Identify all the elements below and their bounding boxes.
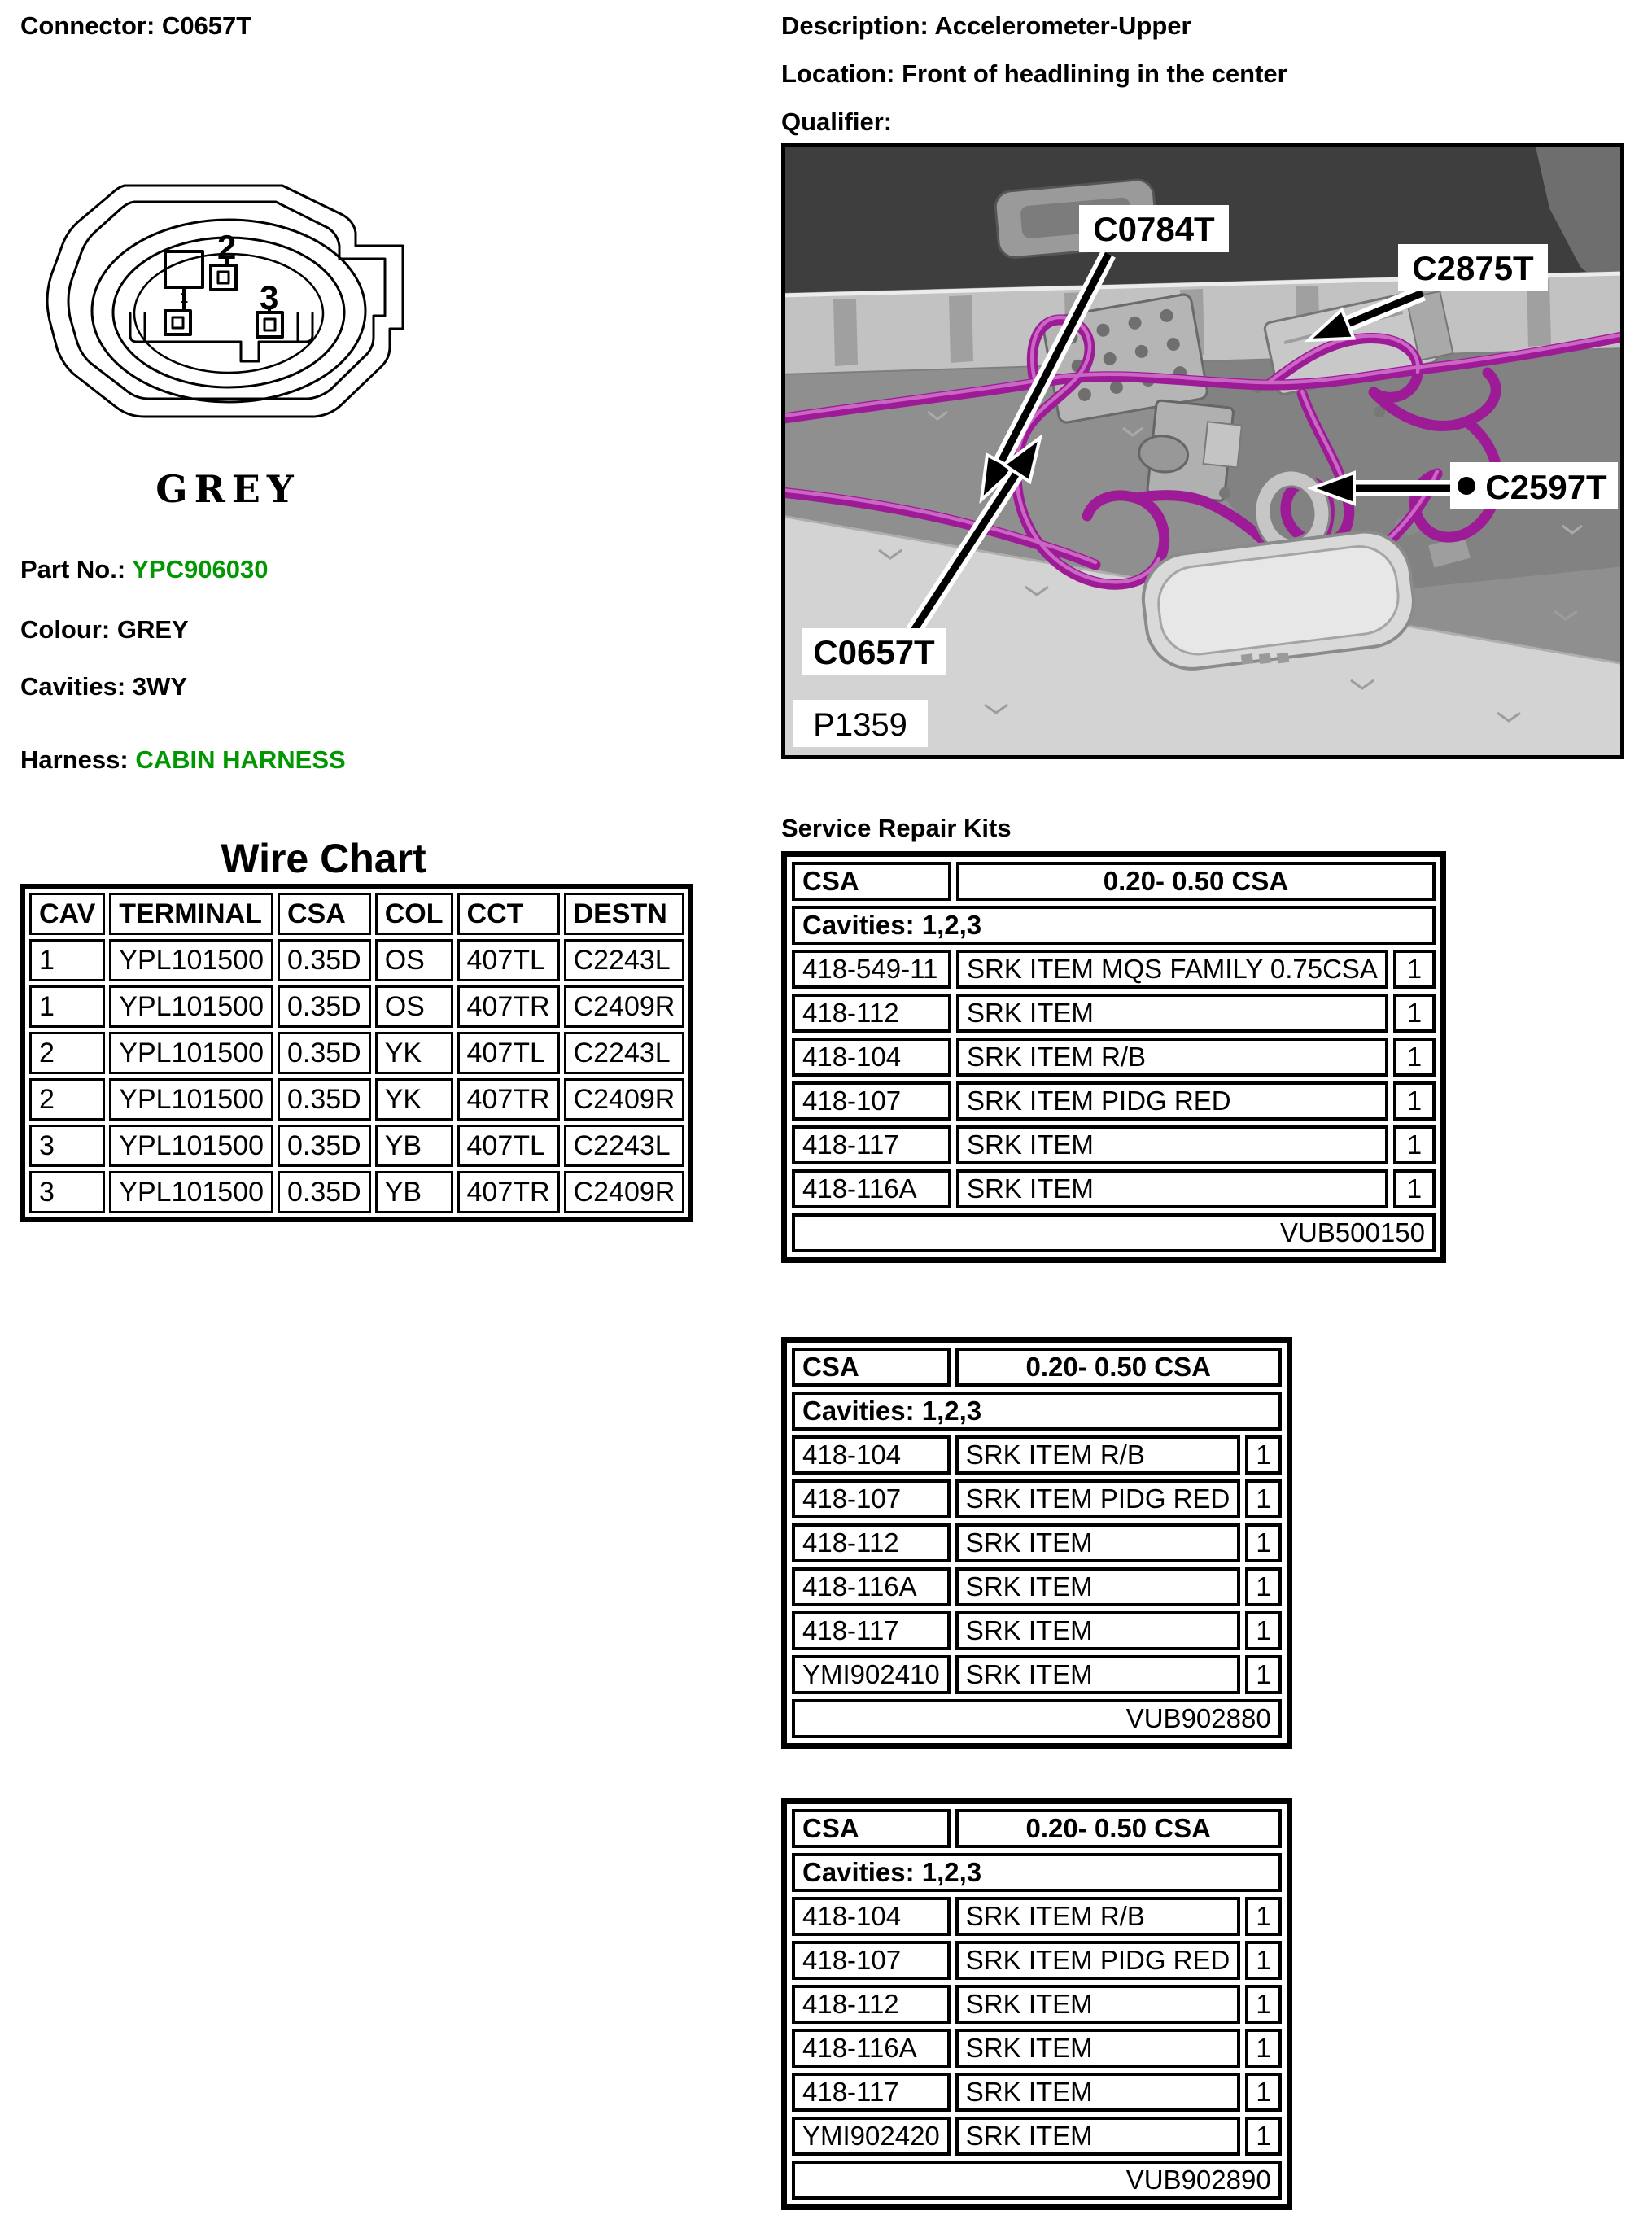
part-no-value: YPC906030	[132, 555, 269, 583]
srk-item-row	[792, 1435, 1282, 1475]
srk-item-row	[792, 1169, 1436, 1208]
pin-1-number: 1	[180, 290, 189, 306]
srk-item-description: SRK ITEM	[955, 2117, 1241, 2156]
srk-table-3	[781, 1798, 1292, 2210]
wire-csa: 0.35D	[278, 1171, 371, 1213]
cavities-value: 3WY	[132, 672, 188, 701]
srk-table-3-body	[792, 1809, 1282, 2156]
srk-item-description: SRK ITEM	[955, 2073, 1241, 2112]
wire-cct: 407TR	[457, 1171, 560, 1213]
wire-destn: C2409R	[564, 985, 685, 1028]
srk-item-row	[792, 1523, 1282, 1562]
srk2-csa-row	[792, 1348, 1282, 1387]
srk3-csa-range: 0.20- 0.50 CSA	[955, 1809, 1282, 1848]
connector-colour-caption: GREY	[155, 467, 300, 511]
srk-item-row	[792, 2029, 1282, 2068]
srk-part-number: 418-549-11	[792, 950, 951, 989]
srk-item-qty: 1	[1245, 1941, 1281, 1980]
wire-row	[29, 939, 684, 981]
srk-table-2-body	[792, 1348, 1282, 1694]
srk-item-qty: 1	[1245, 1897, 1281, 1936]
srk3-csa-row	[792, 1809, 1282, 1848]
wire-terminal: YPL101500	[109, 939, 273, 981]
srk-part-number: 418-117	[792, 1611, 951, 1650]
wire-row	[29, 1125, 684, 1167]
srk-part-number: 418-112	[792, 1985, 951, 2024]
srk-part-number: 418-107	[792, 1479, 951, 1518]
srk1-kit-number: VUB500150	[792, 1213, 1436, 1252]
wire-destn: C2243L	[564, 1125, 685, 1167]
wire-cct: 407TR	[457, 985, 560, 1028]
callout-c0784t: C0784T	[1093, 210, 1215, 248]
wire-destn: C2243L	[564, 939, 685, 981]
wire-row	[29, 1078, 684, 1121]
wire-cct: 407TL	[457, 1032, 560, 1074]
srk2-kit-row	[792, 1699, 1282, 1738]
srk-part-number: 418-112	[792, 994, 951, 1033]
wire-csa: 0.35D	[278, 1032, 371, 1074]
connector-face-diagram	[45, 181, 411, 449]
srk-part-number: 418-117	[792, 2073, 951, 2112]
srk-item-row	[792, 1897, 1282, 1936]
srk-item-qty: 1	[1393, 1169, 1436, 1208]
wire-cct: 407TL	[457, 939, 560, 981]
keying-plate	[130, 313, 312, 361]
srk-heading: Service Repair Kits	[781, 814, 1012, 842]
srk2-csa-range: 0.20- 0.50 CSA	[955, 1348, 1282, 1387]
harness-value: CABIN HARNESS	[135, 745, 346, 774]
wire-cav: 3	[29, 1125, 105, 1167]
srk3-cavities: Cavities: 1,2,3	[792, 1853, 1282, 1892]
srk-item-qty: 1	[1245, 1435, 1281, 1475]
srk2-csa-label: CSA	[792, 1348, 951, 1387]
srk-item-description: SRK ITEM R/B	[956, 1038, 1388, 1077]
srk3-kit-row	[792, 2161, 1282, 2200]
srk2-kit-number: VUB902880	[792, 1699, 1282, 1738]
srk-item-description: SRK ITEM R/B	[955, 1435, 1241, 1475]
srk-item-row	[792, 1479, 1282, 1518]
srk2-cavities: Cavities: 1,2,3	[792, 1392, 1282, 1431]
part-no-label: Part No.:	[20, 555, 126, 583]
srk-item-description: SRK ITEM MQS FAMILY 0.75CSA	[956, 950, 1388, 989]
srk-item-row	[792, 1985, 1282, 2024]
wire-terminal: YPL101500	[109, 1171, 273, 1213]
srk-item-row	[792, 2117, 1282, 2156]
col-header-col: COL	[375, 893, 453, 935]
srk-item-qty: 1	[1393, 1125, 1436, 1164]
srk-item-description: SRK ITEM	[955, 1567, 1241, 1606]
srk-item-description: SRK ITEM	[956, 994, 1388, 1033]
wire-row	[29, 1171, 684, 1213]
srk-item-qty: 1	[1245, 1985, 1281, 2024]
srk-item-row	[792, 994, 1436, 1033]
wire-cav: 3	[29, 1171, 105, 1213]
pin-1-terminal-inner	[173, 317, 183, 328]
figure-id: P1359	[813, 707, 907, 743]
wire-chart-body	[29, 893, 684, 1213]
col-header-cav: CAV	[29, 893, 105, 935]
srk-item-qty: 1	[1393, 950, 1436, 989]
srk-part-number: 418-104	[792, 1038, 951, 1077]
srk-item-row	[792, 950, 1436, 989]
srk-part-number: 418-117	[792, 1125, 951, 1164]
wire-col: YB	[375, 1171, 453, 1213]
wire-cct: 407TL	[457, 1125, 560, 1167]
srk-item-qty: 1	[1393, 1038, 1436, 1077]
srk-item-qty: 1	[1393, 1081, 1436, 1121]
srk1-csa-range: 0.20- 0.50 CSA	[956, 862, 1436, 901]
pin-3-number: 3	[260, 278, 279, 317]
pin-2-terminal-inner	[218, 272, 229, 283]
harness-line	[20, 745, 346, 775]
wire-row	[29, 1032, 684, 1074]
wire-chart-header-row	[29, 893, 684, 935]
srk-item-qty: 1	[1245, 1567, 1281, 1606]
srk-table-1	[781, 851, 1446, 1263]
callout-c0657t: C0657T	[813, 633, 935, 671]
srk-item-description: SRK ITEM	[955, 1523, 1241, 1562]
srk3-kit-number: VUB902890	[792, 2161, 1282, 2200]
wire-cav: 1	[29, 985, 105, 1028]
headlining-photo	[781, 143, 1624, 759]
srk-item-qty: 1	[1245, 1655, 1281, 1694]
srk-table-2	[781, 1337, 1292, 1749]
wire-csa: 0.35D	[278, 939, 371, 981]
srk-part-number: 418-107	[792, 1081, 951, 1121]
srk-item-description: SRK ITEM	[955, 1611, 1241, 1650]
callout-c2597t: C2597T	[1485, 468, 1607, 506]
wire-destn: C2243L	[564, 1032, 685, 1074]
srk-item-description: SRK ITEM	[955, 1985, 1241, 2024]
srk-part-number: 418-116A	[792, 2029, 951, 2068]
srk-item-description: SRK ITEM	[956, 1169, 1388, 1208]
wire-chart-title: Wire Chart	[221, 836, 426, 881]
srk1-kit-row	[792, 1213, 1436, 1252]
wire-csa: 0.35D	[278, 985, 371, 1028]
srk-part-number: 418-116A	[792, 1567, 951, 1606]
wire-chart-table	[20, 884, 693, 1222]
wire-col: YB	[375, 1125, 453, 1167]
col-header-cct: CCT	[457, 893, 560, 935]
wire-terminal: YPL101500	[109, 1078, 273, 1121]
srk1-csa-row	[792, 862, 1436, 901]
srk1-csa-label: CSA	[792, 862, 951, 901]
col-header-terminal: TERMINAL	[109, 893, 273, 935]
srk-item-row	[792, 1567, 1282, 1606]
srk2-cavities-row	[792, 1392, 1282, 1431]
srk3-cavities-row	[792, 1853, 1282, 1892]
part-no-line	[20, 555, 268, 584]
srk-item-qty: 1	[1393, 994, 1436, 1033]
srk-item-row	[792, 1941, 1282, 1980]
srk-item-qty: 1	[1245, 2029, 1281, 2068]
srk-item-description: SRK ITEM	[955, 2029, 1241, 2068]
wire-destn: C2409R	[564, 1171, 685, 1213]
harness-label: Harness:	[20, 745, 129, 774]
srk-item-row	[792, 2073, 1282, 2112]
pin-2-number: 2	[217, 228, 237, 266]
wire-col: OS	[375, 939, 453, 981]
description-block	[781, 11, 1287, 137]
wire-csa: 0.35D	[278, 1125, 371, 1167]
pin-1-terminal-outer	[165, 311, 190, 334]
srk-part-number: YMI902420	[792, 2117, 951, 2156]
srk-item-description: SRK ITEM PIDG RED	[955, 1941, 1241, 1980]
wire-col: YK	[375, 1078, 453, 1121]
srk-item-qty: 1	[1245, 1479, 1281, 1518]
wire-csa: 0.35D	[278, 1078, 371, 1121]
cavities-label: Cavities:	[20, 672, 126, 701]
colour-line	[20, 615, 189, 644]
srk-item-description: SRK ITEM PIDG RED	[956, 1081, 1388, 1121]
pin-2-terminal-outer	[211, 265, 236, 290]
srk-item-row	[792, 1611, 1282, 1650]
wire-cav: 2	[29, 1032, 105, 1074]
srk-item-qty: 1	[1245, 1611, 1281, 1650]
wire-terminal: YPL101500	[109, 1125, 273, 1167]
srk-item-qty: 1	[1245, 2073, 1281, 2112]
srk-part-number: 418-112	[792, 1523, 951, 1562]
wire-terminal: YPL101500	[109, 985, 273, 1028]
srk-part-number: 418-104	[792, 1897, 951, 1936]
callout-c2875t: C2875T	[1412, 249, 1534, 287]
srk1-cavities: Cavities: 1,2,3	[792, 906, 1436, 945]
srk-item-description: SRK ITEM	[956, 1125, 1388, 1164]
description-label: Description: Accelerometer-Upper	[781, 11, 1191, 40]
wire-cav: 1	[29, 939, 105, 981]
pin-3-terminal-inner	[264, 319, 275, 330]
wire-cav: 2	[29, 1078, 105, 1121]
srk-part-number: 418-107	[792, 1941, 951, 1980]
srk-item-qty: 1	[1245, 2117, 1281, 2156]
srk3-csa-label: CSA	[792, 1809, 951, 1848]
srk-item-row	[792, 1125, 1436, 1164]
colour-value: GREY	[116, 615, 189, 644]
cavities-line	[20, 672, 187, 701]
col-header-csa: CSA	[278, 893, 371, 935]
srk-part-number: YMI902410	[792, 1655, 951, 1694]
wire-cct: 407TR	[457, 1078, 560, 1121]
bullet-dot-icon	[1458, 477, 1475, 495]
qualifier-label: Qualifier:	[781, 107, 893, 136]
wire-row	[29, 985, 684, 1028]
srk-table-1-body	[792, 862, 1436, 1208]
srk-item-row	[792, 1081, 1436, 1121]
srk-part-number: 418-104	[792, 1435, 951, 1475]
wire-destn: C2409R	[564, 1078, 685, 1121]
location-label: Location: Front of headlining in the center	[781, 59, 1287, 88]
col-header-destn: DESTN	[564, 893, 685, 935]
connector-header: Connector: C0657T	[20, 11, 252, 40]
srk-item-description: SRK ITEM PIDG RED	[955, 1479, 1241, 1518]
wire-col: YK	[375, 1032, 453, 1074]
wire-col: OS	[375, 985, 453, 1028]
srk1-cavities-row	[792, 906, 1436, 945]
srk-item-row	[792, 1038, 1436, 1077]
srk-item-description: SRK ITEM R/B	[955, 1897, 1241, 1936]
srk-item-qty: 1	[1245, 1523, 1281, 1562]
srk-item-row	[792, 1655, 1282, 1694]
srk-part-number: 418-116A	[792, 1169, 951, 1208]
colour-label: Colour:	[20, 615, 111, 644]
wire-terminal: YPL101500	[109, 1032, 273, 1074]
srk-item-description: SRK ITEM	[955, 1655, 1241, 1694]
